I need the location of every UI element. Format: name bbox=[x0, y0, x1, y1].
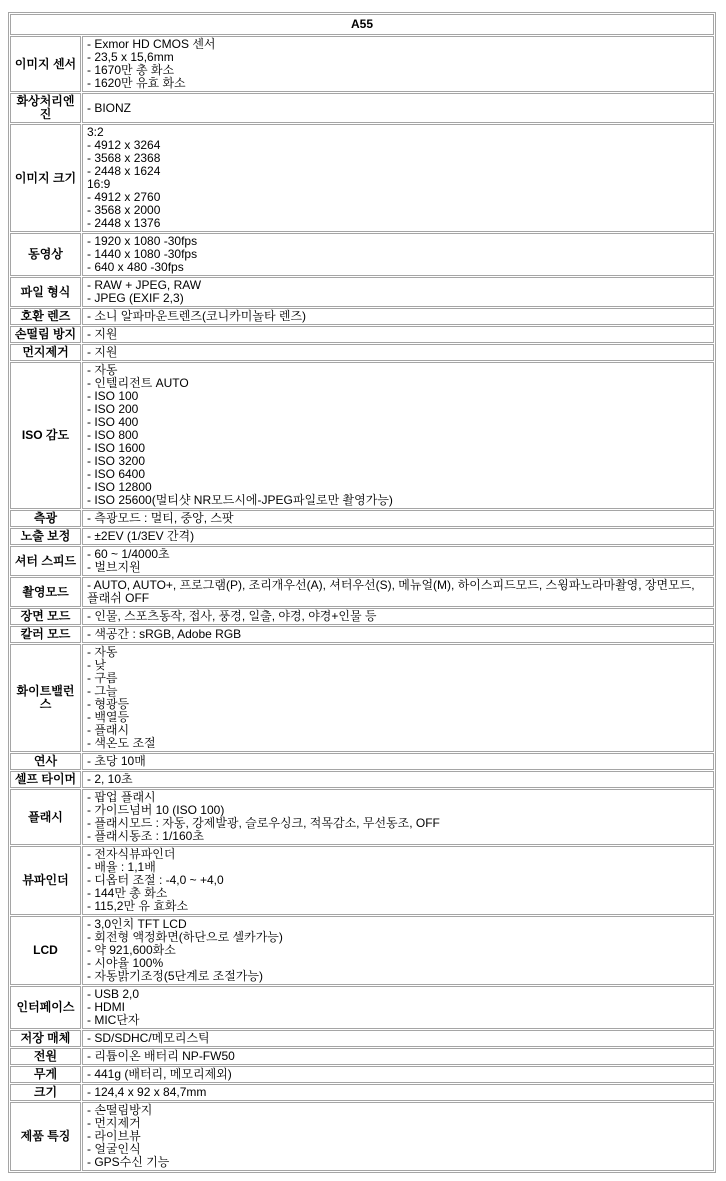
spec-row bbox=[10, 916, 714, 985]
spec-row-label: 제품 특징 bbox=[10, 1102, 81, 1171]
spec-row bbox=[10, 546, 714, 576]
spec-row-label: 플래시 bbox=[10, 789, 81, 845]
spec-row bbox=[10, 626, 714, 643]
spec-value-line: - ISO 1600 bbox=[87, 441, 146, 455]
spec-value-line: - 형광등 bbox=[87, 697, 130, 711]
spec-row-label: 장면 모드 bbox=[10, 608, 81, 625]
spec-row-value bbox=[82, 528, 714, 545]
spec-row-value bbox=[82, 546, 714, 576]
spec-row bbox=[10, 528, 714, 545]
spec-value-line: - 색공간 : sRGB, Adobe RGB bbox=[87, 627, 242, 641]
spec-row-label: 손떨림 방지 bbox=[10, 326, 81, 343]
spec-row-label: 노출 보정 bbox=[10, 528, 81, 545]
spec-value-line: - AUTO, AUTO+, 프로그램(P), 조리개우선(A), 셔터우선(S), 메뉴얼(M), 하이스피드모드, 스윙파노라마촬영, 장면모드, 플래쉬 OFF bbox=[87, 578, 695, 605]
spec-value-line: - GPS수신 기능 bbox=[87, 1155, 170, 1169]
spec-value-line: - 4912 x 3264 bbox=[87, 138, 161, 152]
spec-value-line: - 4912 x 2760 bbox=[87, 190, 161, 204]
spec-value-line: - ISO 800 bbox=[87, 428, 139, 442]
spec-row bbox=[10, 608, 714, 625]
spec-value-line: - ISO 400 bbox=[87, 415, 139, 429]
spec-value-line: - SD/SDHC/메모리스틱 bbox=[87, 1031, 210, 1045]
spec-row-value bbox=[82, 362, 714, 509]
spec-row-value bbox=[82, 1102, 714, 1171]
spec-value-line: - ISO 100 bbox=[87, 389, 139, 403]
spec-row-value bbox=[82, 916, 714, 985]
spec-value-line: 3:2 bbox=[87, 125, 104, 139]
spec-row-value bbox=[82, 1066, 714, 1083]
spec-row-value bbox=[82, 1030, 714, 1047]
spec-value-line: - 115,2만 유 효화소 bbox=[87, 899, 189, 913]
spec-value-line: - 회전형 액정화면(하단으로 셀카가능) bbox=[87, 930, 283, 944]
spec-row bbox=[10, 1102, 714, 1171]
spec-value-line: - 낮 bbox=[87, 658, 106, 672]
spec-row-label: 크기 bbox=[10, 1084, 81, 1101]
spec-value-line: - 플래시동조 : 1/160초 bbox=[87, 829, 204, 843]
spec-row-label: 저장 매체 bbox=[10, 1030, 81, 1047]
spec-value-line: - 시야율 100% bbox=[87, 956, 164, 970]
spec-value-line: - 리튬이온 배터리 NP-FW50 bbox=[87, 1049, 235, 1063]
spec-row bbox=[10, 644, 714, 752]
spec-header-row bbox=[10, 14, 714, 35]
spec-value-line: - 인물, 스포츠동작, 접사, 풍경, 일출, 야경, 야경+인물 등 bbox=[87, 609, 377, 623]
spec-value-line: - 2448 x 1624 bbox=[87, 164, 161, 178]
spec-row-label: 먼지제거 bbox=[10, 344, 81, 361]
spec-row bbox=[10, 986, 714, 1029]
spec-value-line: - 팝업 플래시 bbox=[87, 790, 156, 804]
spec-value-line: - ISO 200 bbox=[87, 402, 139, 416]
spec-row-value bbox=[82, 36, 714, 92]
spec-value-line: - 약 921,600화소 bbox=[87, 943, 176, 957]
spec-value-line: - 3,0인치 TFT LCD bbox=[87, 917, 187, 931]
spec-row-label: 동영상 bbox=[10, 233, 81, 276]
spec-value-line: - ISO 6400 bbox=[87, 467, 146, 481]
spec-row bbox=[10, 277, 714, 307]
spec-row-label: 화이트밸런스 bbox=[10, 644, 81, 752]
spec-value-line: - 60 ~ 1/4000초 bbox=[87, 547, 170, 561]
spec-value-line: - 3568 x 2368 bbox=[87, 151, 161, 165]
spec-value-line: - 144만 총 화소 bbox=[87, 886, 168, 900]
spec-row-label: 인터페이스 bbox=[10, 986, 81, 1029]
spec-row-label: 이미지 센서 bbox=[10, 36, 81, 92]
spec-value-line: - 백열등 bbox=[87, 710, 130, 724]
spec-row-label: 뷰파인더 bbox=[10, 846, 81, 915]
spec-row-value bbox=[82, 124, 714, 232]
spec-value-line: - 23,5 x 15,6mm bbox=[87, 50, 174, 64]
spec-row-value bbox=[82, 789, 714, 845]
spec-row bbox=[10, 789, 714, 845]
spec-row-value bbox=[82, 846, 714, 915]
spec-value-line: - 441g (배터리, 메모리제외) bbox=[87, 1067, 232, 1081]
spec-value-line: - 2, 10초 bbox=[87, 772, 133, 786]
spec-row bbox=[10, 93, 714, 123]
spec-row-label: 파일 형식 bbox=[10, 277, 81, 307]
spec-value-line: - 색온도 조절 bbox=[87, 736, 156, 750]
spec-value-line: - 1920 x 1080 -30fps bbox=[87, 234, 198, 248]
spec-value-line: - 배율 : 1,1배 bbox=[87, 860, 156, 874]
spec-row bbox=[10, 846, 714, 915]
spec-value-line: - 3568 x 2000 bbox=[87, 203, 161, 217]
spec-row bbox=[10, 771, 714, 788]
spec-row bbox=[10, 326, 714, 343]
spec-row-value bbox=[82, 986, 714, 1029]
spec-row-value bbox=[82, 771, 714, 788]
spec-row-label: 칼러 모드 bbox=[10, 626, 81, 643]
spec-value-line: - 초당 10매 bbox=[87, 754, 146, 768]
spec-value-line: - 1440 x 1080 -30fps bbox=[87, 247, 198, 261]
spec-row-value bbox=[82, 577, 714, 607]
spec-row-label: ISO 감도 bbox=[10, 362, 81, 509]
spec-value-line: - 얼굴인식 bbox=[87, 1142, 141, 1156]
spec-row bbox=[10, 362, 714, 509]
spec-value-line: - 자동 bbox=[87, 645, 118, 659]
spec-value-line: - 인텔리전트 AUTO bbox=[87, 376, 189, 390]
spec-value-line: - MIC단자 bbox=[87, 1013, 140, 1027]
spec-row-label: 셀프 타이머 bbox=[10, 771, 81, 788]
spec-value-line: - 플래시모드 : 자동, 강제발광, 슬로우싱크, 적목감소, 무선동조, OFF bbox=[87, 816, 440, 830]
spec-row-label: 연사 bbox=[10, 753, 81, 770]
spec-row-label: 촬영모드 bbox=[10, 577, 81, 607]
spec-value-line: - 그늘 bbox=[87, 684, 118, 698]
spec-value-line: - 먼지제거 bbox=[87, 1116, 141, 1130]
spec-row bbox=[10, 1048, 714, 1065]
spec-row-value bbox=[82, 277, 714, 307]
spec-row-value bbox=[82, 1084, 714, 1101]
spec-table bbox=[8, 12, 716, 1173]
spec-row bbox=[10, 753, 714, 770]
spec-row bbox=[10, 577, 714, 607]
spec-value-line: - ISO 12800 bbox=[87, 480, 152, 494]
spec-value-line: - 디옵터 조절 : -4,0 ~ +4,0 bbox=[87, 873, 224, 887]
spec-row bbox=[10, 344, 714, 361]
spec-value-line: - 측광모드 : 멀티, 중앙, 스팟 bbox=[87, 511, 234, 525]
spec-value-line: - 라이브뷰 bbox=[87, 1129, 141, 1143]
spec-row-label: 무게 bbox=[10, 1066, 81, 1083]
spec-value-line: - 지원 bbox=[87, 327, 118, 341]
spec-value-line: - USB 2,0 bbox=[87, 987, 140, 1001]
spec-row-value bbox=[82, 1048, 714, 1065]
table-title: A55 bbox=[10, 14, 714, 35]
spec-row bbox=[10, 233, 714, 276]
spec-value-line: - JPEG (EXIF 2,3) bbox=[87, 291, 184, 305]
spec-value-line: - 2448 x 1376 bbox=[87, 216, 161, 230]
spec-value-line: - ISO 25600(멀티샷 NR모드시에-JPEG파일로만 촬영가능) bbox=[87, 493, 393, 507]
spec-value-line: 16:9 bbox=[87, 177, 111, 191]
spec-value-line: - HDMI bbox=[87, 1000, 125, 1014]
spec-value-line: - BIONZ bbox=[87, 100, 131, 115]
spec-row-value bbox=[82, 93, 714, 123]
spec-value-line: - 1620만 유효 화소 bbox=[87, 76, 186, 90]
spec-row bbox=[10, 1066, 714, 1083]
spec-value-line: - 자동밝기조정(5단계로 조절가능) bbox=[87, 969, 264, 983]
spec-row-label: 화상처리엔진 bbox=[10, 93, 81, 123]
spec-row-value bbox=[82, 308, 714, 325]
spec-value-line: - 640 x 480 -30fps bbox=[87, 260, 184, 274]
spec-row bbox=[10, 124, 714, 232]
spec-value-line: - ±2EV (1/3EV 간격) bbox=[87, 529, 195, 543]
spec-row-value bbox=[82, 608, 714, 625]
spec-value-line: - 구름 bbox=[87, 671, 118, 685]
spec-row-value bbox=[82, 326, 714, 343]
spec-value-line: - 1670만 총 화소 bbox=[87, 63, 175, 77]
spec-value-line: - 124,4 x 92 x 84,7mm bbox=[87, 1085, 207, 1099]
spec-row-label: 이미지 크기 bbox=[10, 124, 81, 232]
spec-row-label: 호환 렌즈 bbox=[10, 308, 81, 325]
spec-table-body bbox=[10, 36, 714, 1171]
spec-row-value bbox=[82, 233, 714, 276]
spec-value-line: - 벌브지원 bbox=[87, 560, 141, 574]
spec-value-line: - 자동 bbox=[87, 363, 118, 377]
spec-row bbox=[10, 1030, 714, 1047]
spec-row-label: 셔터 스피드 bbox=[10, 546, 81, 576]
spec-row-label: LCD bbox=[10, 916, 81, 985]
spec-row-value bbox=[82, 510, 714, 527]
spec-row bbox=[10, 1084, 714, 1101]
spec-row bbox=[10, 510, 714, 527]
spec-value-line: - RAW + JPEG, RAW bbox=[87, 278, 202, 292]
spec-value-line: - 손떨림방지 bbox=[87, 1103, 153, 1117]
spec-row-value bbox=[82, 344, 714, 361]
spec-value-line: - 플래시 bbox=[87, 723, 130, 737]
spec-value-line: - Exmor HD CMOS 센서 bbox=[87, 37, 216, 51]
spec-row bbox=[10, 308, 714, 325]
spec-row-value bbox=[82, 753, 714, 770]
spec-value-line: - 지원 bbox=[87, 345, 118, 359]
spec-value-line: - ISO 3200 bbox=[87, 454, 146, 468]
spec-row bbox=[10, 36, 714, 92]
spec-value-line: - 가이드넘버 10 (ISO 100) bbox=[87, 803, 225, 817]
spec-row-value bbox=[82, 644, 714, 752]
spec-value-line: - 소니 알파마운트렌즈(코니카미놀타 렌즈) bbox=[87, 309, 307, 323]
spec-row-label: 측광 bbox=[10, 510, 81, 527]
spec-value-line: - 전자식뷰파인더 bbox=[87, 847, 176, 861]
spec-row-value bbox=[82, 626, 714, 643]
spec-row-label: 전원 bbox=[10, 1048, 81, 1065]
